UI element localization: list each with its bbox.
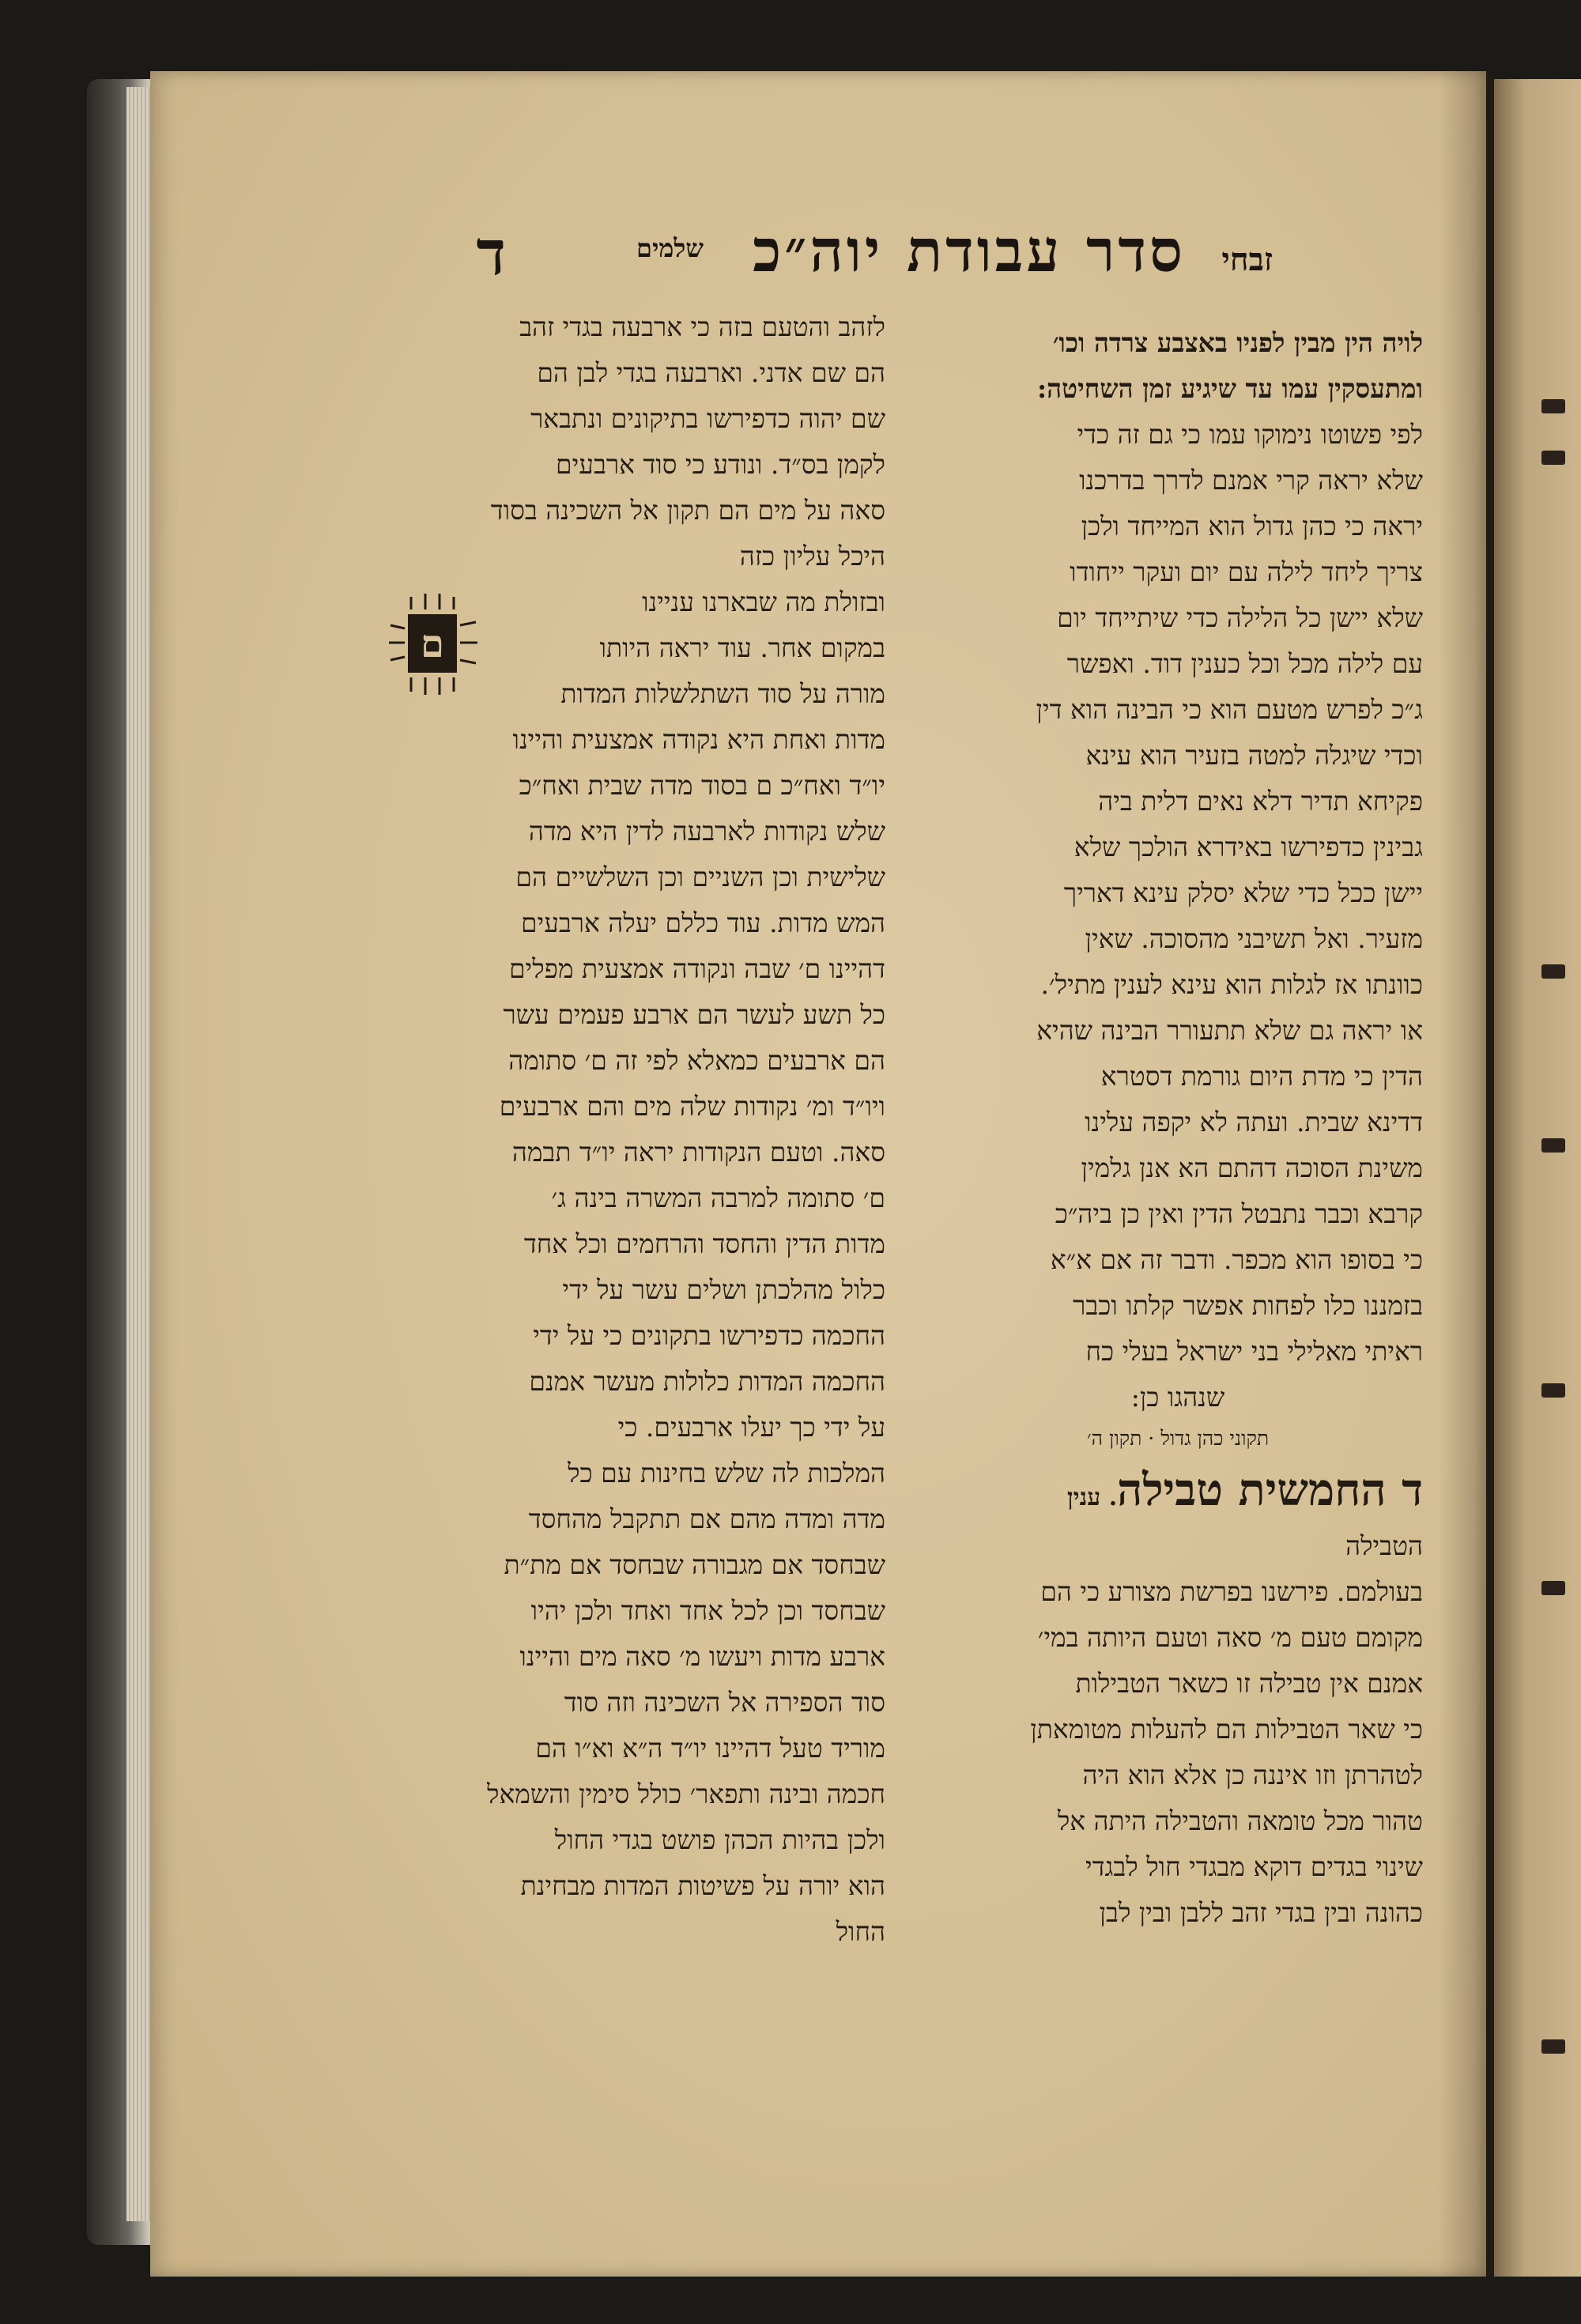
facing-page-text-fragment <box>1541 399 1565 413</box>
figure-text <box>490 579 885 717</box>
text-line: ראיתי מאלילי בני ישראל בעלי כח <box>1085 1336 1423 1367</box>
text-line: עם לילה מכל וכל כענין דוד. ואפשר <box>1066 648 1423 679</box>
header-title: סדר עבודת יוה״כ <box>753 217 1186 285</box>
text-line: הטבילה <box>1345 1530 1423 1561</box>
text-line: הם ארבעים כמאלא לפי זה ם׳ סתומה <box>508 1045 885 1076</box>
text-line: החכמה המדות כלולות מעשר אמנם <box>529 1366 885 1397</box>
text-line: כי בסופו הוא מכפר. ודבר זה אם א״א <box>1050 1244 1423 1275</box>
text-line: דהיינו ם׳ שבה ונקודה אמצעית מפלים <box>508 953 885 984</box>
text-line: המש מדות. עוד כללם יעלה ארבעים <box>520 907 885 938</box>
text-line: שלא יראה קרי אמנם לדרך בדרכנו <box>1079 465 1423 496</box>
facing-page-text-fragment <box>1541 451 1565 465</box>
text-line: בעולמם. פירשנו בפרשת מצורע כי הם <box>1040 1576 1423 1607</box>
running-header <box>387 217 1273 289</box>
text-line: ובזולת מה שבארנו עניינו <box>642 587 885 617</box>
text-line: פקיחא תדיר דלא נאים דלית ביה <box>1098 786 1423 817</box>
right-text-column <box>933 320 1423 1936</box>
text-line: מקומם טעם מ׳ סאה וטעם היותה במי׳ <box>1037 1622 1423 1653</box>
text-line: יישן ככל כדי שלא יסלק עינא דאריך <box>1063 877 1423 908</box>
text-line: ג״כ לפרש מטעם הוא כי הבינה הוא דין <box>1036 694 1423 725</box>
text-line: צריך ליחד לילה עם יום ועקר ייחודו <box>1070 556 1423 587</box>
text-line: או יראה גם שלא תתעורר הבינה שהיא <box>1036 1015 1423 1046</box>
text-line: כל תשע לעשר הם ארבע פעמים עשר <box>503 999 885 1030</box>
section-heading-suffix: . ענין <box>1067 1484 1118 1511</box>
text-line: סאה. וטעם הנקודות יראה יו״ד תבמה <box>511 1137 885 1168</box>
facing-page-text-fragment <box>1541 964 1565 979</box>
text-line: מדות הדין והחסד והרחמים וכל אחד <box>523 1228 885 1259</box>
text-line: שינוי בגדים דוקא מבגדי חול לבגדי <box>1085 1851 1423 1882</box>
text-line: קרבא וכבר נתבטל הדין ואין כן ביה״כ <box>1055 1198 1423 1229</box>
header-tractate: זבחי <box>1221 241 1273 278</box>
text-line: ם׳ סתומה למרבה המשרה בינה ג׳ <box>551 1183 885 1213</box>
text-line: הדין כי מדת היום גורמת דסטרא <box>1100 1061 1423 1092</box>
text-line: כהונה ובין בגדי זהב ללבן ובין לבן <box>1099 1897 1423 1928</box>
text-line: ארבע מדות ויעשו מ׳ סאה מים והיינו <box>519 1641 885 1672</box>
text-line: לקמן בס״ד. ונודע כי סוד ארבעים <box>556 449 885 480</box>
text-line: גבינין כדפירשו באידרא הולכך שלא <box>1073 832 1423 862</box>
facing-page-text-fragment <box>1541 1138 1565 1153</box>
text-line: חכמה ובינה ותפאר׳ כולל סימין והשמאל <box>487 1779 885 1809</box>
text-line: הם שם אדני. וארבעה בגדי לבן הם <box>537 357 885 388</box>
text-line: לויה הין מבין לפניו באצבע צרדה וכו׳ <box>1052 327 1423 358</box>
text-line: ומתעסקין עמו עד שיגיע זמן השחיטה: <box>1036 373 1423 404</box>
text-line: על ידי כך יעלו ארבעים. כי <box>617 1412 885 1443</box>
text-line: ויו״ד ומ׳ נקודות שלה מים והם ארבעים <box>499 1091 885 1122</box>
text-line: הוא יורה על פשיטות המדות מבחינת <box>520 1870 885 1901</box>
figure-block <box>379 579 885 717</box>
text-line: המלכות לה שלש בחינות עם כל <box>568 1458 885 1488</box>
text-line: משינת הסוכה דהתם הא אנן גלמין <box>1081 1153 1423 1183</box>
facing-page-edge <box>1494 79 1581 2277</box>
section-heading <box>933 1457 1423 1523</box>
text-line: שלש נקודות לארבעה לדין היא מדה <box>528 816 885 847</box>
text-line: החול <box>836 1916 885 1947</box>
text-line: ולכן בהיות הכהן פושט בגדי החול <box>554 1824 885 1855</box>
text-line: מורה על סוד השתלשלות המדות <box>560 678 885 709</box>
text-line: שלא יישן כל הלילה כדי שיתייחד יום <box>1057 602 1423 633</box>
figure-letter: ם <box>421 622 444 666</box>
text-line: מוריד טעל דהיינו יו״ד ה״א וא״ו הם <box>535 1733 885 1764</box>
text-line: לפי פשוטו נימוקו עמו כי גם זה כדי <box>1077 419 1423 450</box>
text-line: בזמננו כלו לפחות אפשר קלתו וכבר <box>1073 1290 1423 1321</box>
text-line: מדות ואחת היא נקודה אמצעית והיינו <box>512 724 885 755</box>
text-line: החכמה כדפירשו בתקונים כי על ידי <box>533 1320 885 1351</box>
section-caption: תקוני כהן גדול · תקון ה׳ <box>1086 1427 1270 1450</box>
text-line: שנהגו כן: <box>1130 1382 1225 1413</box>
text-line: אמנם אין טבילה זו כשאר הטבילות <box>1075 1668 1423 1699</box>
facing-page-text-fragment <box>1541 1383 1565 1398</box>
mem-sofit-diagram-icon <box>387 590 482 701</box>
section-heading-title: ד החמשית טבילה <box>1117 1464 1423 1516</box>
text-line: כוונתו אז לגלות הוא עינא לענין מתיל׳. <box>1040 969 1423 1000</box>
text-line: היכל עליון כזה <box>739 541 885 572</box>
text-line: שבחסד אם מגבורה שבחסד אם מת״ת <box>504 1549 885 1580</box>
text-line: שבחסד וכן לכל אחד ואחד ולכן יהיו <box>530 1595 885 1626</box>
facing-page-text-fragment <box>1541 2039 1565 2054</box>
left-text-column <box>379 304 885 1955</box>
text-line: יראה כי כהן גדול הוא המייחד ולכן <box>1081 511 1423 541</box>
page-number: ד <box>476 217 506 289</box>
text-line: מזעיר. ואל תשיבני מהסוכה. שאין <box>1085 923 1423 954</box>
text-line: לזהב והטעם בזה כי ארבעה בגדי זהב <box>519 311 885 342</box>
text-line: שם יהוה כדפירשו בתיקונים ונתבאר <box>530 403 885 434</box>
text-line: מדה ומדה מהם אם תתקבל מהחסד <box>528 1503 885 1534</box>
text-line: סוד הספירה אל השכינה וזה סוד <box>564 1687 885 1718</box>
text-line: לטהרתן וזו איננה כן אלא הוא היה <box>1082 1760 1423 1790</box>
text-line: כי שאר הטבילות הם להעלות מטומאתן <box>1030 1714 1423 1745</box>
text-line: וכדי שיגלה למטה בזעיר הוא עינא <box>1085 740 1423 771</box>
text-line: טהור מכל טומאה והטבילה היתה אל <box>1057 1805 1423 1836</box>
text-line: יו״ד ואח״כ ם בסוד מדה שבית ואח״כ <box>519 770 885 801</box>
text-line: כלול מהלכתן ושלים עשר על ידי <box>562 1274 885 1305</box>
text-line: דדינא שבית. ועתה לא יקפה עלינו <box>1085 1107 1423 1137</box>
gutter-shadow <box>1439 71 1494 2277</box>
text-line: במקום אחר. עוד יראה היותו <box>599 632 885 663</box>
header-subtitle: שלמים <box>636 233 704 263</box>
facing-page-text-fragment <box>1541 1581 1565 1595</box>
text-line: שלישית וכן השניים וכן השלשיים הם <box>515 862 885 892</box>
text-line: סאה על מים הם תקון אל השכינה בסוד <box>490 495 885 526</box>
